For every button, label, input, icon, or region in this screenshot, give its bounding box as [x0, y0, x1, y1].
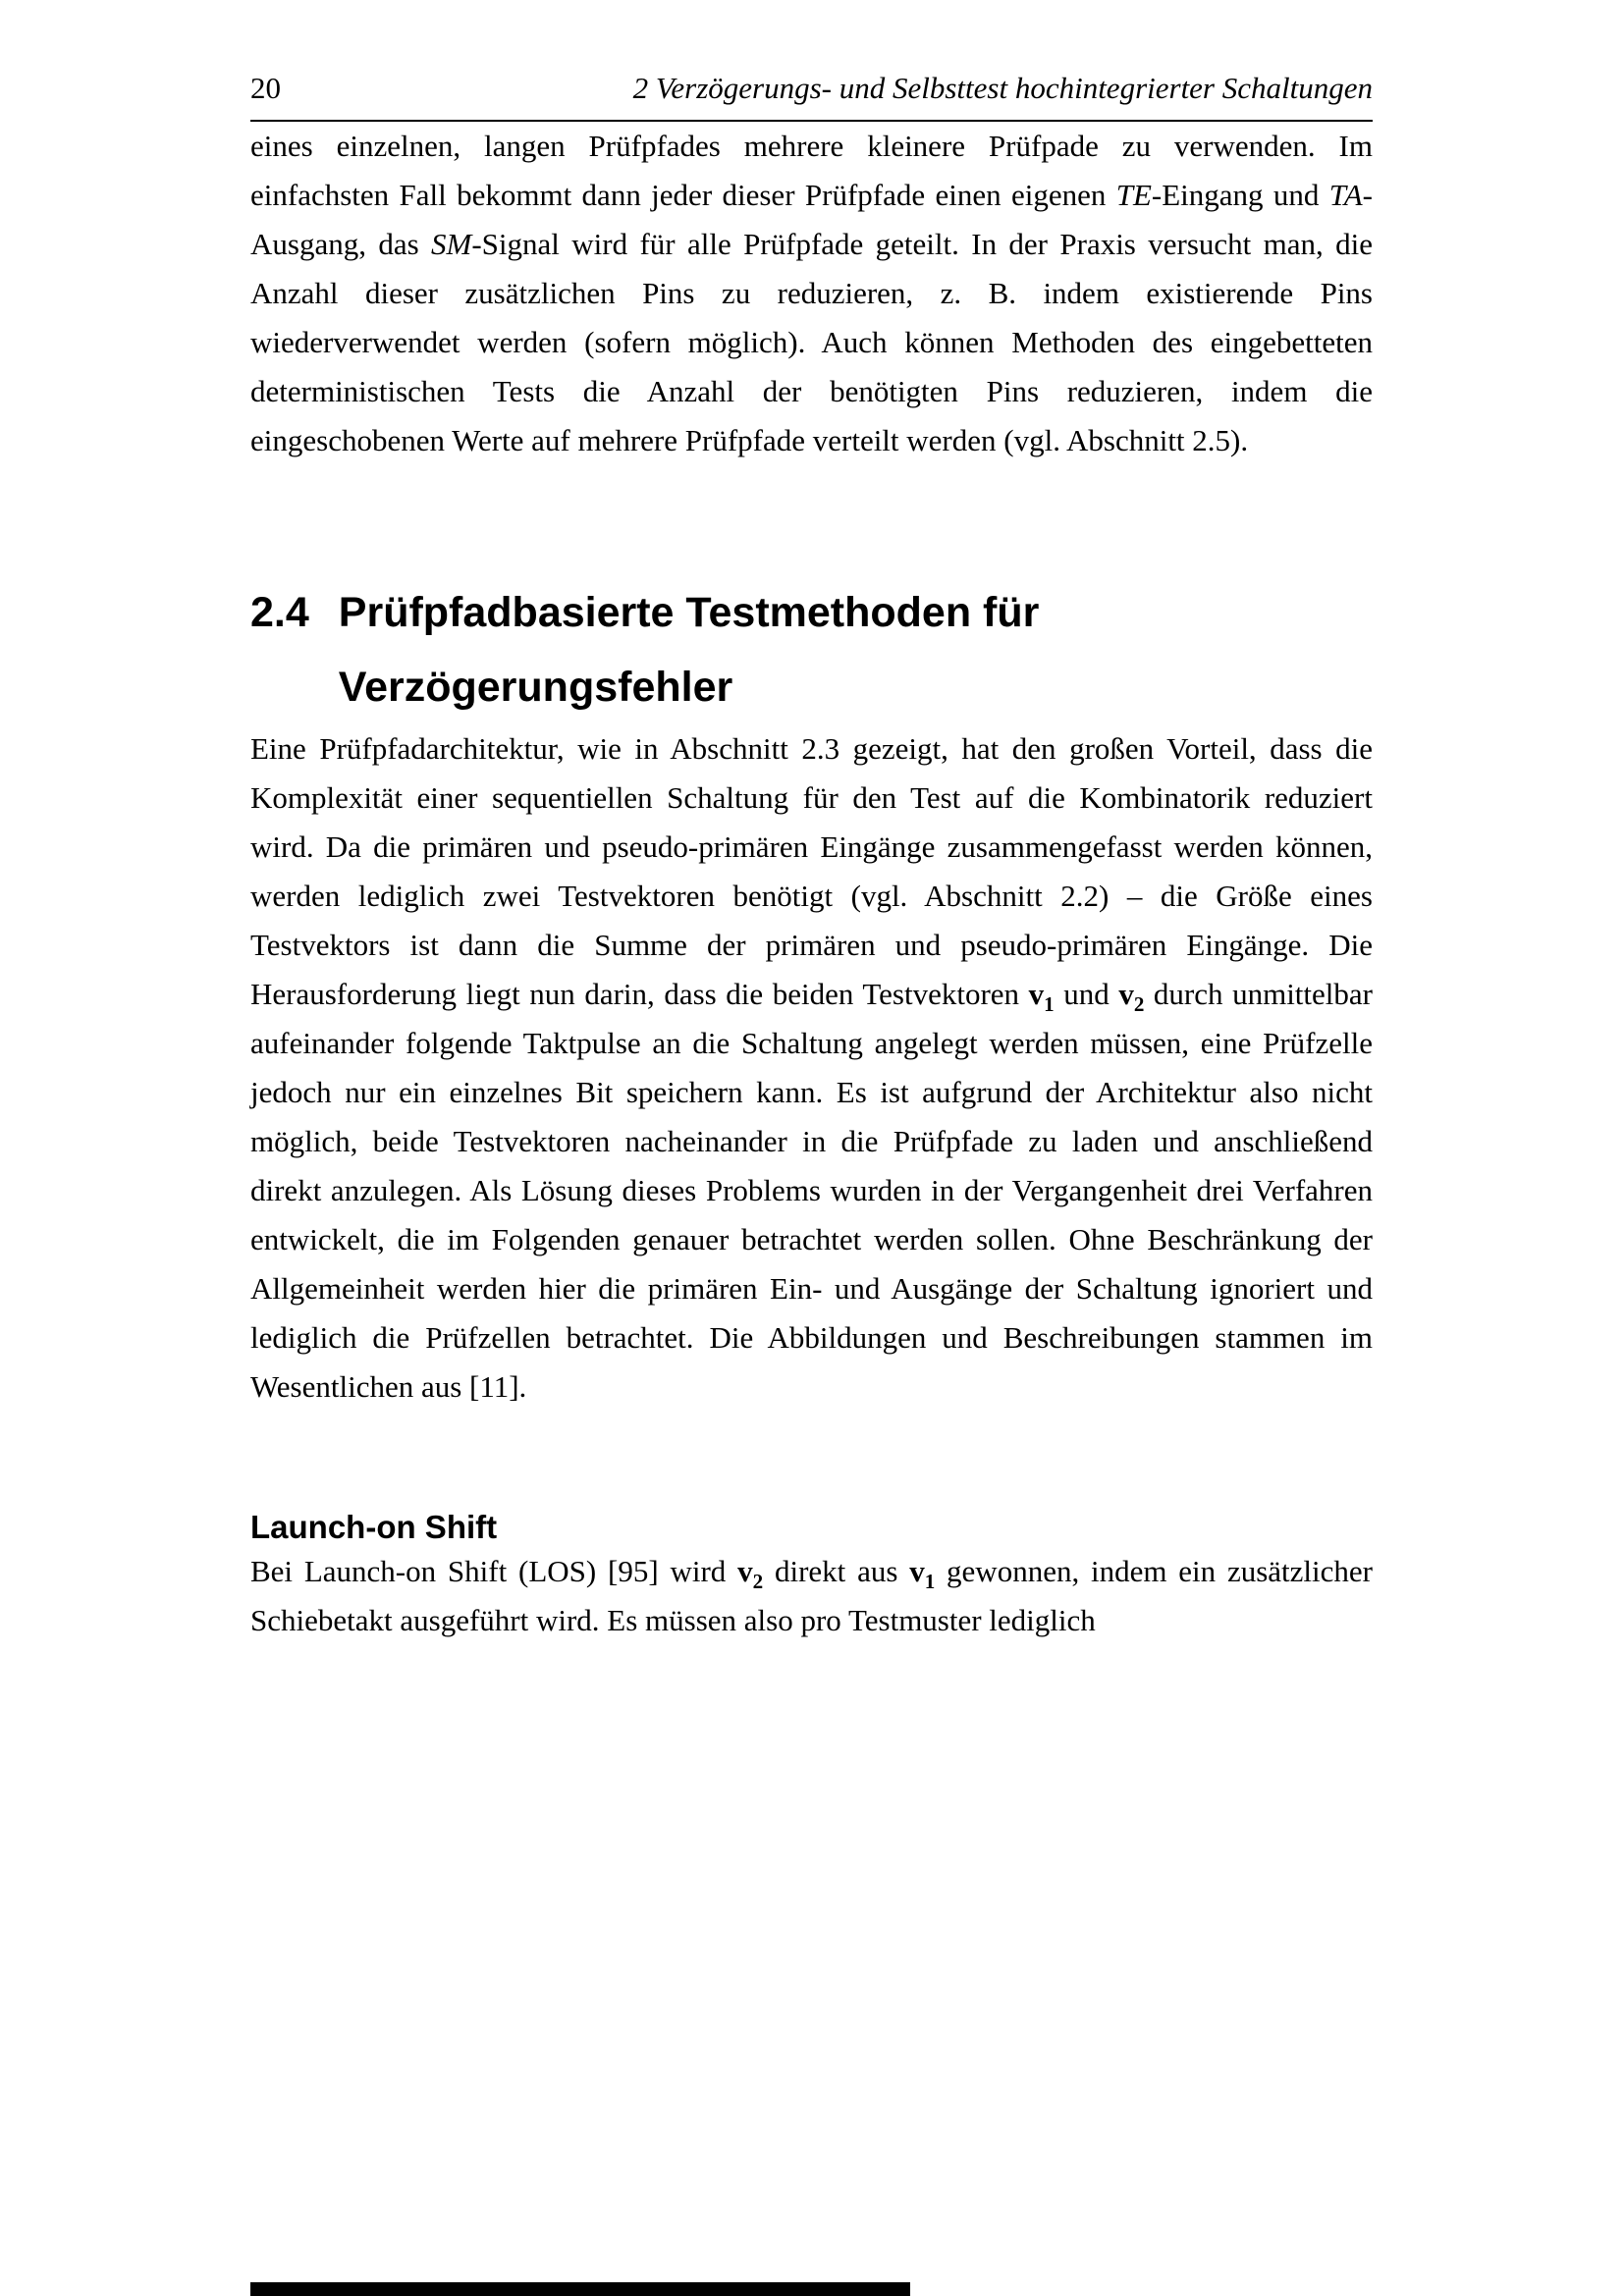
vector-base: v — [909, 1554, 925, 1588]
page-number: 20 — [250, 71, 281, 105]
text-column — [250, 0, 1373, 1645]
vector-subscript: 2 — [752, 1570, 764, 1594]
paragraph-launch-on-shift — [250, 1547, 1373, 1645]
section-title: Prüfpfadbasierte Testmethoden für Verzögerungsfehler — [338, 589, 1040, 711]
paragraph-testmethods — [250, 724, 1373, 1412]
sm-signal-label: SM — [431, 227, 472, 261]
paragraph-text: -Eingang und — [1151, 178, 1329, 212]
paragraph-text: Bei Launch-on Shift (LOS) [95] wird — [250, 1554, 738, 1588]
vector-v2 — [1118, 977, 1145, 1017]
vector-subscript: 1 — [1044, 992, 1055, 1017]
paragraph-text: durch unmittelbar aufeinander folgende Taktpulse an die Schaltung angelegt werden müssen, eine Prüfzelle jedoch nur ein einzelnes Bit speichern kann. Es ist aufgrund der Architektur also nicht möglich, beide Testvektoren nacheinander in die Prüfpfade zu laden und anschließend direkt anzulegen. Als Lösung dieses Problems wurden in der Vergangenheit drei Verfahren entwickelt, die im Folgenden genauer betrachtet werden sollen. Ohne Beschränkung der Allgemeinheit werden hier die primären Ein- und Ausgänge der Schaltung ignoriert und lediglich die Prüfzellen betrachtet. Die Abbildungen und Beschreibungen stammen im Wesentlichen aus [11]. — [250, 977, 1373, 1404]
subsection-heading-launch-on-shift: Launch-on Shift — [250, 1509, 498, 1545]
te-signal-label: TE — [1115, 178, 1152, 212]
vector-base: v — [1118, 977, 1134, 1011]
paragraph-text: direkt aus — [763, 1554, 910, 1588]
paragraph-text: und — [1054, 977, 1119, 1011]
vector-v1 — [909, 1554, 936, 1594]
vector-subscript: 1 — [924, 1570, 936, 1594]
clipped-content-bar — [250, 2282, 910, 2296]
vector-v1 — [1028, 977, 1055, 1017]
vector-v2 — [737, 1554, 764, 1594]
vector-base: v — [1028, 977, 1045, 1011]
paragraph-text: eines einzelnen, langen Prüfpfades mehrere kleinere Prüfpade zu verwenden. Im einfachsten Fall bekommt dann jeder dieser Prüfpfade einen eigenen — [250, 129, 1373, 212]
running-header-title: 2 Verzögerungs- und Selbsttest hochintegrierter Schaltungen — [632, 71, 1373, 105]
paragraph-text: Eine Prüfpfadarchitektur, wie in Abschnitt 2.3 gezeigt, hat den großen Vorteil, dass die Komplexität einer sequentiellen Schaltung für den Test auf die Kombinatorik reduziert wird. Da die primären und pseudo-primären Eingänge zusammengefasst werden können, werden lediglich zwei Testvektoren benötigt (vgl. Abschnitt 2.2) – die Größe eines Testvektors ist dann die Summe der primären und pseudo-primären Eingänge. Die Herausforderung liegt nun darin, dass die beiden Testvektoren — [250, 731, 1373, 1011]
vector-subscript: 2 — [1133, 992, 1145, 1017]
paragraph-text: -Ausgang, das — [250, 178, 1373, 261]
page-header — [250, 71, 1373, 122]
paragraph-text: gewonnen, indem ein zusätzlicher Schiebetakt ausgeführt wird. Es müssen also pro Testmuster lediglich — [250, 1554, 1373, 1637]
paragraph-continuation — [250, 122, 1373, 465]
vector-base: v — [737, 1554, 753, 1588]
paragraph-text: -Signal wird für alle Prüfpfade geteilt. In der Praxis versucht man, die Anzahl dieser zusätzlichen Pins zu reduzieren, z. B. indem existierende Pins wiederverwendet werden (sofern möglich). Auch können Methoden des eingebetteten deterministischen Tests die Anzahl der benötigten Pins reduzieren, indem die eingeschobenen Werte auf mehrere Prüfpfade verteilt werden (vgl. Abschnitt 2.5). — [250, 227, 1373, 457]
ta-signal-label: TA — [1328, 178, 1363, 212]
section-heading — [250, 575, 1373, 724]
section-number: 2.4 — [250, 589, 309, 636]
